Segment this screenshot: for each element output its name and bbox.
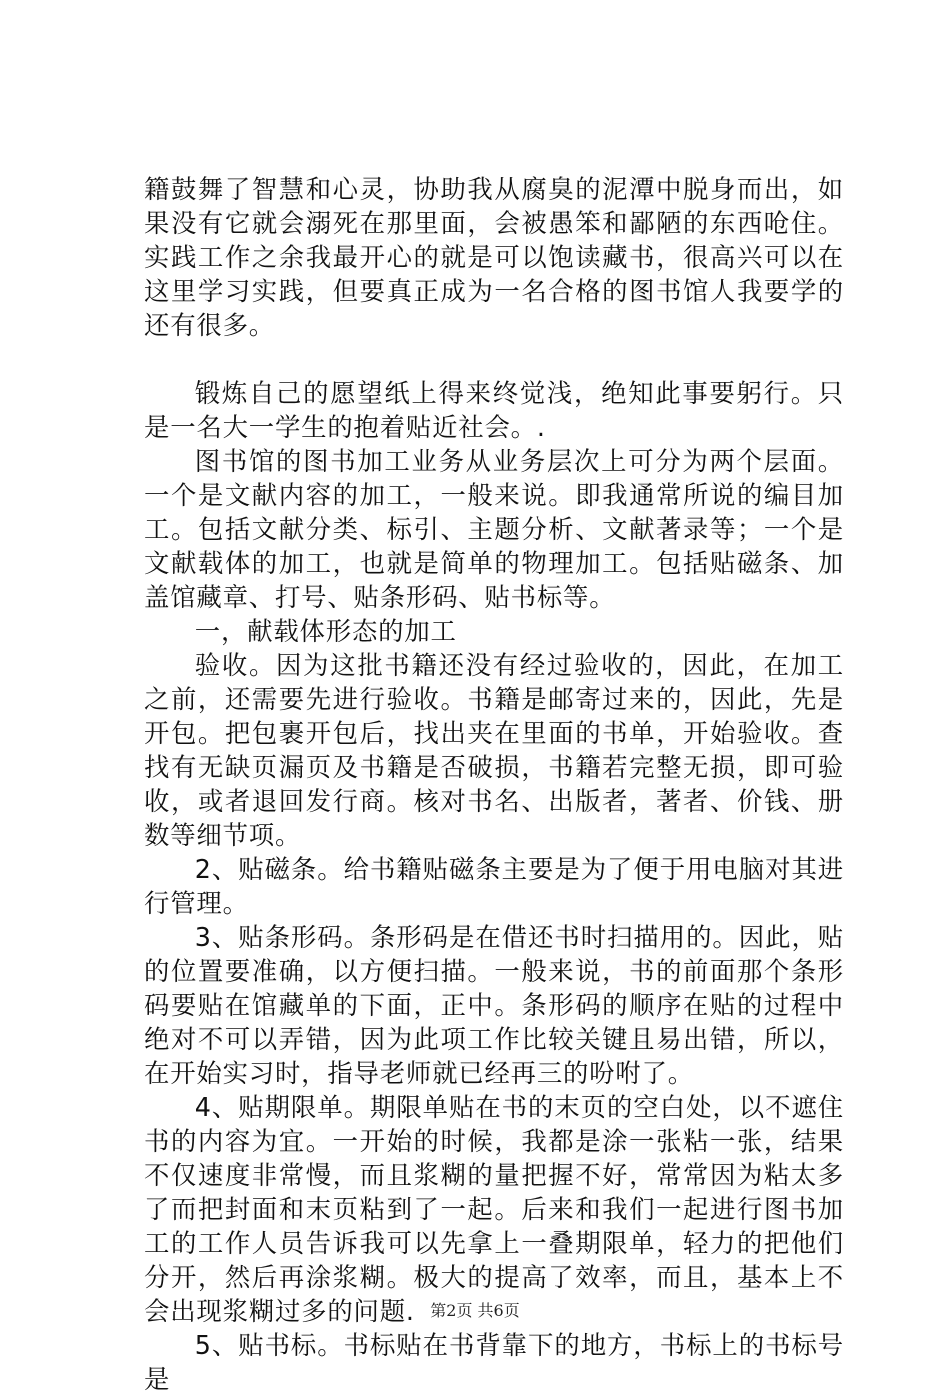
section-heading-carrier-processing: 一，献载体形态的加工 xyxy=(194,616,457,646)
paragraph-acceptance: 验收。因为这批书籍还没有经过验收的，因此，在加工之前，还需要先进行验收。书籍是邮寄过来的，因此，先是开包。把包裹开包后，找出夹在里面的书单，开始验收。查找有无缺页漏页及书籍是否破损，书籍若完整无损，即可验收，或者退回发行商。核对书名、出版者，著者、价钱、册数等细节项。 xyxy=(144,650,844,850)
paragraph-self-training: 锻炼自己的愿望纸上得来终觉浅，绝知此事要躬行。只是一名大一学生的抱着贴近社会。. xyxy=(144,378,844,442)
paragraph-due-date-slip: 4、贴期限单。期限单贴在书的末页的空白处，以不遮住书的内容为宜。一开始的时候，我都是涂一张粘一张，结果不仅速度非常慢，而且浆糊的量把握不好，常常因为粘太多了而把封面和末页粘到了一起。后来和我们一起进行图书加工的工作人员告诉我可以先拿上一叠期限单，轻力的把他们分开，然后再涂浆糊。极大的提高了效率，而且，基本上不会出现浆糊过多的问题. xyxy=(144,1092,844,1326)
page-number-footer: 第2页 共6页 xyxy=(430,1301,520,1320)
paragraph-processing-overview: 图书馆的图书加工业务从业务层次上可分为两个层面。一个是文献内容的加工，一般来说。即我通常所说的编目加工。包括文献分类、标引、主题分析、文献著录等；一个是文献载体的加工，也就是简单的物理加工。包括贴磁条、加盖馆藏章、打号、贴条形码、贴书标等。 xyxy=(144,446,844,612)
document-body xyxy=(144,172,844,1396)
paragraph-magnetic-strip: 2、贴磁条。给书籍贴磁条主要是为了便于用电脑对其进行管理。 xyxy=(144,854,844,918)
paragraph-spine-label: 5、贴书标。书标贴在书背靠下的地方，书标上的书标号是 xyxy=(144,1330,844,1394)
paragraph-barcode: 3、贴条形码。条形码是在借还书时扫描用的。因此，贴的位置要准确，以方便扫描。一般来说，书的前面那个条形码要贴在馆藏单的下面，正中。条形码的顺序在贴的过程中绝对不可以弄错，因为此项工作比较关键且易出错，所以，在开始实习时，指导老师就已经再三的吩咐了。 xyxy=(144,922,844,1088)
paragraph-continued: 籍鼓舞了智慧和心灵，协助我从腐臭的泥潭中脱身而出，如果没有它就会溺死在那里面，会被愚笨和鄙陋的东西呛住。实践工作之余我最开心的就是可以饱读藏书，很高兴可以在这里学习实践，但要真正成为一名合格的图书馆人我要学的还有很多。 xyxy=(144,174,844,340)
